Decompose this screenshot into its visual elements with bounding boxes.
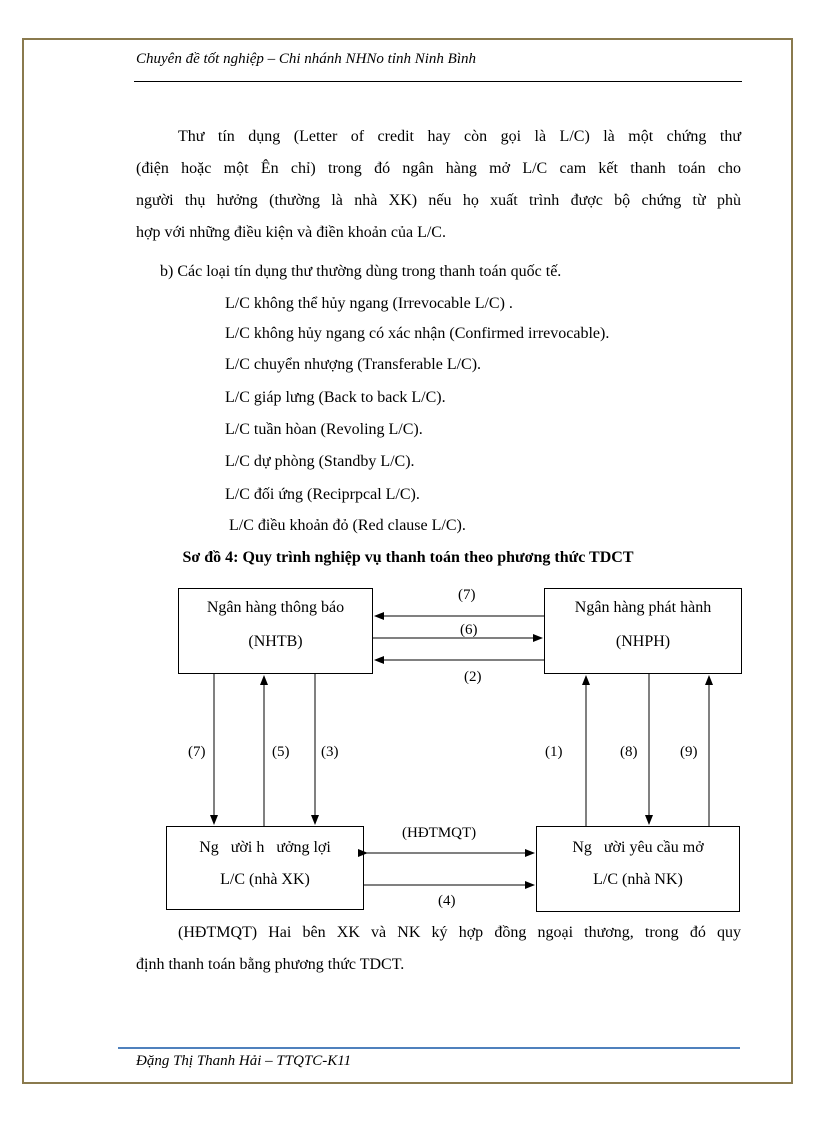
step-label-2: (2) [464, 669, 482, 685]
lc-type-item: L/C đối ứng (Reciprpcal L/C). [225, 486, 420, 503]
advising-bank-name: Ngân hàng thông báo [206, 599, 345, 616]
closing-line: (HĐTMQT) Hai bên XK và NK ký hợp đồng ngoại thương, trong đó quy [178, 924, 741, 941]
lc-type-item: L/C dự phòng (Standby L/C). [225, 453, 415, 470]
step-label-3: (3) [321, 744, 339, 760]
section-b-heading: b) Các loại tín dụng thư thường dùng trong thanh toán quốc tế. [160, 263, 562, 280]
footer-divider [118, 1047, 740, 1049]
contract-label: (HĐTMQT) [402, 825, 477, 841]
intro-line: Thư tín dụng (Letter of credit hay còn gọi là L/C) là một chứng thư [178, 128, 741, 145]
step-label-6: (6) [460, 622, 478, 638]
step-label-1: (1) [545, 744, 563, 760]
intro-line: người thụ hưởng (thường là nhà XK) nếu họ xuất trình được bộ chứng từ phù [136, 192, 741, 209]
diagram-title: Sơ đồ 4: Quy trình nghiệp vụ thanh toán theo phương thức TDCT [182, 549, 634, 566]
intro-line: hợp với những điều kiện và điền khoản của L/C. [136, 224, 446, 241]
lc-type-item: L/C không hủy ngang có xác nhận (Confirmed irrevocable). [225, 325, 610, 342]
beneficiary-role: L/C (nhà XK) [220, 871, 310, 888]
closing-line: định thanh toán bằng phương thức TDCT. [136, 956, 405, 973]
step-label-7-left: (7) [188, 744, 206, 760]
issuing-bank-name: Ngân hàng phát hành [574, 599, 712, 616]
intro-line: (điện hoặc một Ên chỉ) trong đó ngân hàng mở L/C cam kết thanh toán cho [136, 160, 741, 177]
applicant-role: L/C (nhà NK) [593, 871, 683, 888]
lc-type-item: L/C điều khoản đỏ (Red clause L/C). [229, 517, 466, 534]
step-label-5: (5) [272, 744, 290, 760]
footer-author: Đặng Thị Thanh Hải – TTQTC-K11 [136, 1053, 352, 1069]
applicant-name: Ng ười yêu cầu mở [572, 839, 704, 856]
header-title: Chuyên đề tốt nghiệp – Chi nhánh NHNo tỉnh Ninh Bình [136, 51, 476, 67]
closing-paragraph [136, 917, 741, 981]
step-label-9: (9) [680, 744, 698, 760]
step-label-7-top: (7) [458, 587, 476, 603]
step-label-8: (8) [620, 744, 638, 760]
lc-type-item: L/C không thể hủy ngang (Irrevocable L/C) . [225, 295, 513, 312]
lc-type-item: L/C giáp lưng (Back to back L/C). [225, 389, 446, 406]
beneficiary-name: Ng ười h ưởng lợi [199, 839, 331, 856]
lc-type-item: L/C tuần hòan (Revoling L/C). [225, 421, 423, 438]
advising-bank-abbr: (NHTB) [248, 633, 303, 650]
lc-type-item: L/C chuyển nhượng (Transferable L/C). [225, 356, 482, 373]
step-label-4: (4) [438, 893, 456, 909]
issuing-bank-abbr: (NHPH) [615, 633, 671, 650]
